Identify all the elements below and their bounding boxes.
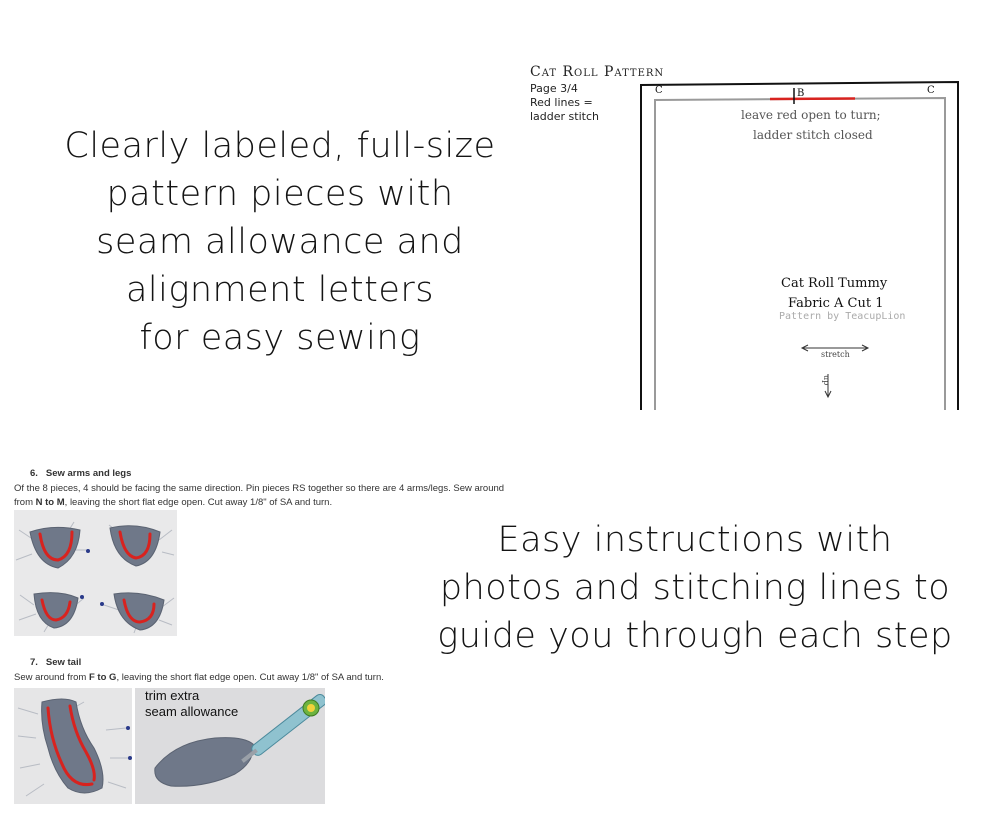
- alignment-letter-b: B: [797, 88, 805, 99]
- instructions-caption-line: Easy instructions with: [497, 520, 893, 560]
- pattern-note-line: leave red open to turn;: [741, 108, 881, 122]
- step-6-instructions: [14, 468, 504, 508]
- pattern-caption: [40, 122, 520, 362]
- instructions-caption: [405, 516, 985, 660]
- step-6-text-line: from N to M, leaving the short flat edge open. Cut away 1/8" of SA and turn.: [14, 497, 333, 508]
- pattern-note-line: ladder stitch closed: [753, 128, 873, 142]
- tail-photo: [14, 688, 132, 804]
- trim-note-line: trim extra: [145, 688, 200, 703]
- instructions-caption-line: photos and stitching lines to: [439, 568, 951, 608]
- pattern-caption-line: seam allowance and: [96, 222, 464, 262]
- step-title: Sew tail: [45, 657, 82, 668]
- pattern-legend-line: ladder stitch: [530, 110, 599, 123]
- step-title: Sew arms and legs: [45, 468, 132, 479]
- alignment-letter-c-left: C: [655, 85, 663, 96]
- step-6-text-line: Of the 8 pieces, 4 should be facing the same direction. Pin pieces RS together so there are 4 arms/legs. Sew around: [14, 483, 505, 494]
- pattern-page-number: Page 3/4: [530, 82, 578, 95]
- step-7-text-line: Sew around from F to G, leaving the short flat edge open. Cut away 1/8" of SA and turn.: [14, 672, 384, 683]
- pattern-caption-line: pattern pieces with: [106, 174, 454, 214]
- instructions-caption-line: guide you through each step: [437, 616, 953, 656]
- pattern-credit: Pattern by TeacupLion: [779, 311, 906, 322]
- pattern-meta: [530, 82, 599, 124]
- pattern-caption-line: alignment letters: [125, 270, 435, 310]
- pattern-piece-name: Cat Roll Tummy: [781, 276, 888, 291]
- pattern-caption-line: Clearly labeled, full-size: [64, 126, 496, 166]
- pattern-title: Cat Roll Pattern: [530, 64, 665, 80]
- pattern-caption-line: for easy sewing: [139, 318, 421, 358]
- step-number: 7.: [30, 657, 38, 668]
- pattern-piece-cut: Fabric A Cut 1: [788, 296, 884, 311]
- trim-note-line: seam allowance: [145, 704, 239, 719]
- pattern-page-preview: [525, 60, 965, 410]
- step-7-heading: [14, 657, 384, 668]
- pattern-legend-line: Red lines =: [530, 96, 593, 109]
- stretch-label: stretch: [821, 350, 850, 359]
- step-6-heading: [14, 468, 504, 479]
- arms-legs-photo: [14, 510, 177, 636]
- trim-photo: [135, 688, 325, 804]
- trim-photo-note: [145, 688, 238, 720]
- step-number: 6.: [30, 468, 38, 479]
- step-7-instructions: [14, 657, 384, 683]
- up-label: up: [822, 375, 831, 386]
- alignment-letter-c-right: C: [927, 85, 935, 96]
